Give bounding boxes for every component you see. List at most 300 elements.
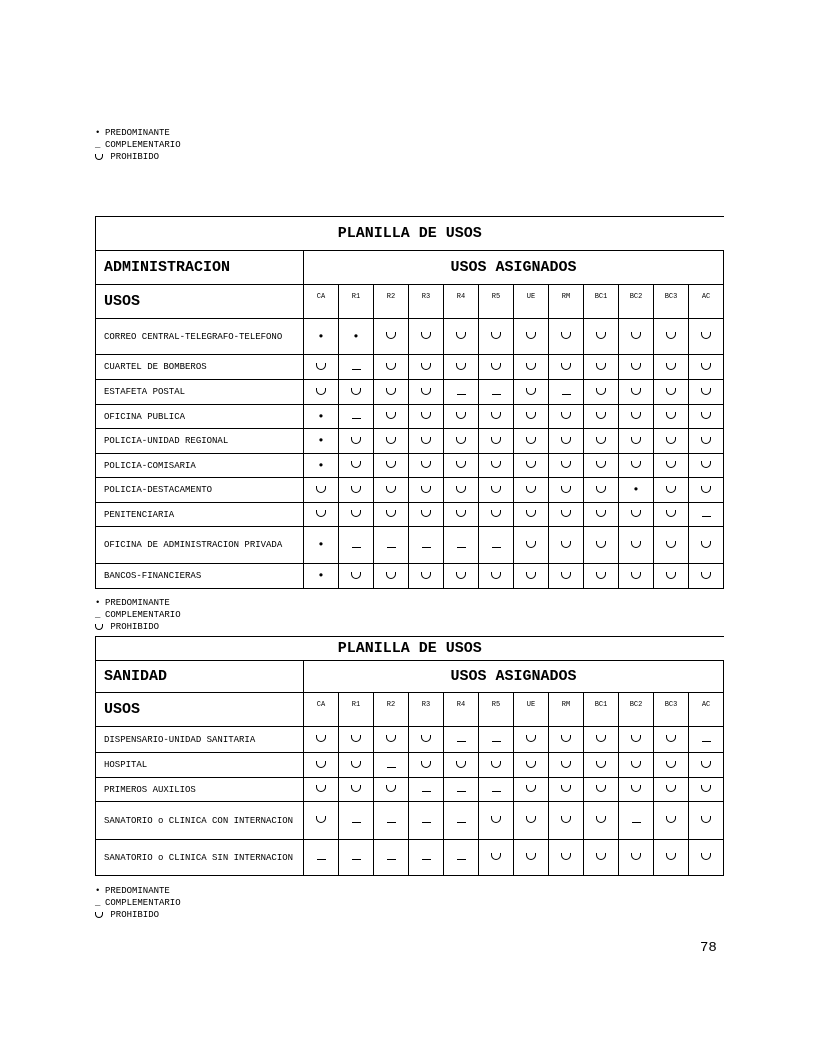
prohibido-icon (701, 761, 711, 768)
use-cell (374, 727, 409, 753)
use-cell (444, 478, 479, 503)
complementario-dash (387, 759, 396, 768)
use-cell (304, 478, 339, 503)
use-cell (514, 478, 549, 503)
use-cell (584, 802, 619, 840)
table-row (96, 478, 724, 503)
prohibido-icon (561, 510, 571, 517)
use-cell (549, 355, 584, 380)
prohibido-icon (666, 332, 676, 339)
legend-complementario (95, 139, 181, 151)
use-cell (549, 454, 584, 478)
use-cell (444, 727, 479, 753)
prohibido-icon (631, 332, 641, 339)
prohibido-icon (351, 437, 361, 444)
use-cell (479, 778, 514, 802)
complementario-dash (632, 814, 641, 823)
use-cell (549, 478, 584, 503)
prohibido-icon (526, 412, 536, 419)
prohibido-icon (491, 412, 501, 419)
use-cell (409, 727, 444, 753)
prohibido-icon (526, 541, 536, 548)
prohibido-icon (596, 510, 606, 517)
complementario-dash (457, 386, 466, 395)
table-row (96, 753, 724, 778)
prohibido-icon (95, 912, 103, 918)
prohibido-icon (666, 461, 676, 468)
prohibido-icon (316, 363, 326, 370)
use-cell (654, 355, 689, 380)
prohibido-icon (701, 388, 711, 395)
use-cell (654, 564, 689, 589)
use-cell (514, 319, 549, 355)
use-cell (444, 429, 479, 454)
predominante-dot: • (352, 329, 360, 344)
use-cell (619, 753, 654, 778)
assigned-header: USOS ASIGNADOS (304, 661, 724, 693)
zone-code: AC (689, 693, 724, 727)
use-cell (479, 753, 514, 778)
use-cell (339, 380, 374, 405)
prohibido-icon (491, 761, 501, 768)
complementario-dash (562, 386, 571, 395)
use-cell (339, 429, 374, 454)
zone-code: R2 (374, 285, 409, 319)
use-cell (409, 454, 444, 478)
use-label: POLICIA-COMISARIA (96, 454, 304, 478)
use-cell (304, 564, 339, 589)
prohibido-icon (561, 437, 571, 444)
prohibido-icon (351, 785, 361, 792)
use-cell (584, 380, 619, 405)
prohibido-icon (421, 437, 431, 444)
use-cell (374, 527, 409, 564)
prohibido-icon (561, 761, 571, 768)
zone-code: R2 (374, 693, 409, 727)
zone-code: RM (549, 285, 584, 319)
prohibido-icon (421, 412, 431, 419)
use-cell (304, 503, 339, 527)
use-cell (549, 527, 584, 564)
use-cell (654, 454, 689, 478)
use-cell (514, 355, 549, 380)
complementario-dash (422, 783, 431, 792)
use-cell (689, 778, 724, 802)
complementario-dash (387, 539, 396, 548)
use-cell (304, 840, 339, 876)
dot-symbol: • (95, 598, 101, 608)
zone-code: RM (549, 693, 584, 727)
use-cell (444, 840, 479, 876)
use-cell (549, 753, 584, 778)
use-cell (374, 753, 409, 778)
prohibido-icon (631, 853, 641, 860)
use-cell (619, 478, 654, 503)
prohibido-icon (631, 510, 641, 517)
complementario-dash (317, 851, 326, 860)
prohibido-icon (421, 510, 431, 517)
use-cell (654, 727, 689, 753)
complementario-dash (352, 539, 361, 548)
use-cell (619, 802, 654, 840)
use-cell (479, 380, 514, 405)
use-cell (584, 727, 619, 753)
prohibido-icon (421, 761, 431, 768)
prohibido-icon (596, 816, 606, 823)
complementario-dash (352, 814, 361, 823)
prohibido-icon (596, 363, 606, 370)
legend-complementario (95, 609, 181, 621)
use-cell (374, 478, 409, 503)
use-cell (409, 380, 444, 405)
prohibido-icon (631, 735, 641, 742)
usos-header: USOS (96, 285, 304, 319)
prohibido-icon (351, 735, 361, 742)
use-cell (409, 564, 444, 589)
use-cell (619, 454, 654, 478)
complementario-dash (492, 539, 501, 548)
zone-code: R3 (409, 693, 444, 727)
prohibido-icon (95, 154, 103, 160)
prohibido-icon (491, 363, 501, 370)
prohibido-icon (526, 486, 536, 493)
use-cell (514, 840, 549, 876)
prohibido-icon (526, 461, 536, 468)
use-cell (654, 753, 689, 778)
prohibido-icon (421, 363, 431, 370)
prohibido-icon (386, 363, 396, 370)
use-cell (304, 778, 339, 802)
prohibido-icon (421, 735, 431, 742)
zone-code: CA (304, 693, 339, 727)
table-administracion (95, 216, 724, 589)
use-cell (374, 564, 409, 589)
prohibido-icon (316, 816, 326, 823)
table-title: PLANILLA DE USOS (96, 637, 724, 661)
complementario-dash (457, 814, 466, 823)
complementario-dash (457, 783, 466, 792)
use-cell (339, 564, 374, 589)
prohibido-icon (456, 437, 466, 444)
use-cell (479, 840, 514, 876)
prohibido-icon (526, 332, 536, 339)
use-cell (444, 802, 479, 840)
prohibido-icon (386, 461, 396, 468)
complementario-dash (387, 851, 396, 860)
prohibido-icon (631, 437, 641, 444)
prohibido-icon (666, 486, 676, 493)
use-cell (374, 840, 409, 876)
use-label: SANATORIO o CLINICA SIN INTERNACION (96, 840, 304, 876)
use-cell (409, 840, 444, 876)
use-cell (304, 527, 339, 564)
table-row (96, 355, 724, 380)
use-cell (689, 840, 724, 876)
prohibido-icon (561, 541, 571, 548)
use-cell (514, 454, 549, 478)
use-cell (514, 380, 549, 405)
table-row (96, 429, 724, 454)
zone-code: BC3 (654, 693, 689, 727)
use-cell (619, 778, 654, 802)
legend-predominante (95, 885, 181, 897)
complementario-dash (457, 851, 466, 860)
prohibido-icon (631, 412, 641, 419)
use-cell (584, 454, 619, 478)
prohibido-icon (456, 486, 466, 493)
prohibido-icon (526, 388, 536, 395)
prohibido-icon (596, 572, 606, 579)
complementario-dash (702, 733, 711, 742)
use-cell (339, 405, 374, 429)
legend-label: PREDOMINANTE (105, 886, 170, 896)
use-cell (304, 802, 339, 840)
use-cell (374, 380, 409, 405)
use-cell (619, 429, 654, 454)
use-cell (339, 319, 374, 355)
prohibido-icon (666, 761, 676, 768)
prohibido-icon (491, 332, 501, 339)
legend-label: PROHIBIDO (105, 910, 160, 920)
use-cell (304, 454, 339, 478)
use-cell (584, 527, 619, 564)
prohibido-icon (351, 761, 361, 768)
use-cell (549, 380, 584, 405)
prohibido-icon (701, 332, 711, 339)
prohibido-icon (456, 510, 466, 517)
zone-code: CA (304, 285, 339, 319)
use-cell (339, 840, 374, 876)
prohibido-icon (491, 816, 501, 823)
prohibido-icon (666, 510, 676, 517)
use-cell (654, 840, 689, 876)
prohibido-icon (561, 853, 571, 860)
use-cell (689, 380, 724, 405)
use-cell (584, 355, 619, 380)
prohibido-icon (491, 853, 501, 860)
zone-code: UE (514, 285, 549, 319)
zone-code: R5 (479, 693, 514, 727)
use-cell (654, 380, 689, 405)
use-cell (479, 454, 514, 478)
prohibido-icon (526, 816, 536, 823)
prohibido-icon (351, 388, 361, 395)
use-label: POLICIA-DESTACAMENTO (96, 478, 304, 503)
use-cell (584, 478, 619, 503)
use-cell (654, 527, 689, 564)
prohibido-icon (526, 785, 536, 792)
prohibido-icon (596, 853, 606, 860)
use-cell (619, 727, 654, 753)
legend-top (95, 127, 181, 163)
use-cell (339, 527, 374, 564)
use-label: PENITENCIARIA (96, 503, 304, 527)
prohibido-icon (596, 388, 606, 395)
use-cell (409, 778, 444, 802)
prohibido-icon (456, 332, 466, 339)
use-cell (584, 429, 619, 454)
complementario-dash (457, 539, 466, 548)
table-row (96, 778, 724, 802)
prohibido-icon (526, 853, 536, 860)
use-cell (654, 802, 689, 840)
use-cell (304, 727, 339, 753)
prohibido-icon (526, 510, 536, 517)
use-label: PRIMEROS AUXILIOS (96, 778, 304, 802)
use-cell (549, 727, 584, 753)
prohibido-icon (631, 785, 641, 792)
use-cell (689, 564, 724, 589)
use-label: OFICINA DE ADMINISTRACION PRIVADA (96, 527, 304, 564)
prohibido-icon (666, 541, 676, 548)
prohibido-icon (666, 437, 676, 444)
prohibido-icon (386, 486, 396, 493)
prohibido-icon (701, 437, 711, 444)
prohibido-icon (561, 816, 571, 823)
prohibido-icon (631, 572, 641, 579)
prohibido-icon (456, 461, 466, 468)
prohibido-icon (561, 785, 571, 792)
table-row (96, 319, 724, 355)
complementario-dash (387, 814, 396, 823)
legend-prohibido (95, 909, 181, 921)
prohibido-icon (526, 572, 536, 579)
use-cell (689, 429, 724, 454)
use-cell (374, 802, 409, 840)
prohibido-icon (596, 486, 606, 493)
table-title: PLANILLA DE USOS (96, 217, 724, 251)
complementario-dash (457, 733, 466, 742)
use-cell (584, 564, 619, 589)
complementario-dash (422, 851, 431, 860)
use-cell (689, 405, 724, 429)
legend-label: PROHIBIDO (105, 152, 160, 162)
prohibido-icon (421, 461, 431, 468)
use-cell (549, 802, 584, 840)
dash-symbol: _ (95, 610, 101, 620)
use-cell (514, 429, 549, 454)
use-cell (374, 355, 409, 380)
prohibido-icon (596, 437, 606, 444)
use-cell (444, 778, 479, 802)
use-cell (514, 564, 549, 589)
table-sanidad (95, 636, 724, 876)
use-cell (619, 319, 654, 355)
usos-header: USOS (96, 693, 304, 727)
use-cell (584, 753, 619, 778)
prohibido-icon (596, 461, 606, 468)
use-cell (479, 405, 514, 429)
use-cell (339, 503, 374, 527)
prohibido-icon (386, 332, 396, 339)
use-cell (374, 429, 409, 454)
use-cell (339, 727, 374, 753)
predominante-dot: • (317, 538, 325, 552)
complementario-dash (422, 539, 431, 548)
use-cell (304, 380, 339, 405)
use-cell (689, 454, 724, 478)
prohibido-icon (631, 761, 641, 768)
use-cell (514, 727, 549, 753)
use-cell (304, 429, 339, 454)
use-cell (514, 802, 549, 840)
dot-symbol: • (95, 886, 101, 896)
legend-middle (95, 597, 181, 633)
prohibido-icon (351, 572, 361, 579)
use-cell (619, 840, 654, 876)
prohibido-icon (596, 735, 606, 742)
use-cell (654, 478, 689, 503)
use-cell (479, 478, 514, 503)
dash-symbol: _ (95, 140, 101, 150)
prohibido-icon (701, 785, 711, 792)
legend-bottom (95, 885, 181, 921)
use-cell (584, 405, 619, 429)
legend-prohibido (95, 151, 181, 163)
prohibido-icon (456, 761, 466, 768)
prohibido-icon (561, 412, 571, 419)
zone-code: R4 (444, 285, 479, 319)
use-cell (549, 429, 584, 454)
use-cell (374, 405, 409, 429)
use-cell (444, 319, 479, 355)
use-cell (304, 753, 339, 778)
complementario-dash (492, 733, 501, 742)
prohibido-icon (386, 735, 396, 742)
table-row (96, 454, 724, 478)
legend-predominante (95, 127, 181, 139)
legend-label: PREDOMINANTE (105, 598, 170, 608)
use-cell (479, 319, 514, 355)
use-cell (549, 405, 584, 429)
legend-predominante (95, 597, 181, 609)
prohibido-icon (701, 486, 711, 493)
complementario-dash (352, 361, 361, 370)
prohibido-icon (491, 572, 501, 579)
prohibido-icon (701, 572, 711, 579)
use-cell (444, 355, 479, 380)
prohibido-icon (491, 510, 501, 517)
use-cell (339, 802, 374, 840)
use-cell (444, 564, 479, 589)
use-cell (444, 753, 479, 778)
prohibido-icon (596, 541, 606, 548)
prohibido-icon (666, 735, 676, 742)
use-cell (584, 319, 619, 355)
prohibido-icon (526, 363, 536, 370)
predominante-dot: • (317, 569, 325, 583)
use-cell (479, 727, 514, 753)
prohibido-icon (386, 437, 396, 444)
table-row (96, 380, 724, 405)
use-label: CUARTEL DE BOMBEROS (96, 355, 304, 380)
use-cell (584, 503, 619, 527)
prohibido-icon (701, 461, 711, 468)
use-cell (619, 405, 654, 429)
legend-label: COMPLEMENTARIO (105, 898, 181, 908)
use-cell (304, 355, 339, 380)
prohibido-icon (386, 572, 396, 579)
complementario-dash (702, 508, 711, 517)
prohibido-icon (316, 735, 326, 742)
use-cell (409, 355, 444, 380)
use-cell (689, 319, 724, 355)
prohibido-icon (561, 486, 571, 493)
prohibido-icon (701, 853, 711, 860)
zone-code: R4 (444, 693, 479, 727)
prohibido-icon (596, 785, 606, 792)
predominante-dot: • (317, 409, 325, 424)
